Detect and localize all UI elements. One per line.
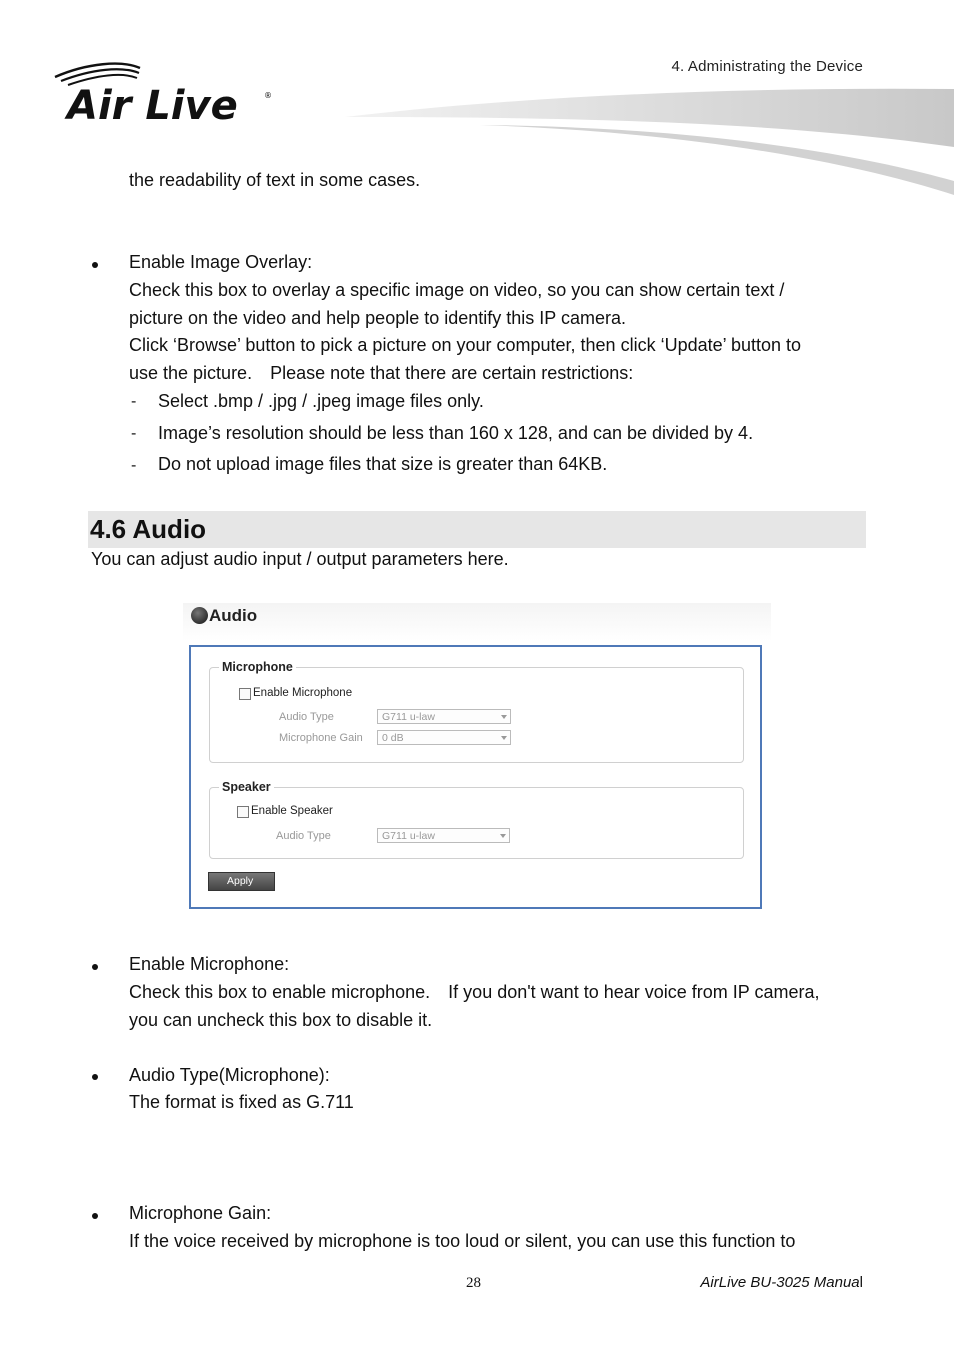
mic-audio-type-label: Audio Type <box>279 711 334 723</box>
mic-gain-select[interactable] <box>377 730 511 745</box>
overlay-line: picture on the video and help people to identify this IP camera. <box>129 308 626 328</box>
overlay-line: Check this box to overlay a specific image on video, so you can show certain text / <box>129 280 785 300</box>
enable-mic-title: Enable Microphone: <box>129 954 290 974</box>
chevron-down-icon <box>501 736 507 740</box>
audio-panel-title: Audio <box>209 606 258 625</box>
speaker-fieldset <box>209 787 744 859</box>
overlay-line: use the picture. Please note that there are certain restrictions: <box>129 363 634 383</box>
bullet-dot <box>92 964 98 970</box>
enable-mic-line: you can uncheck this box to disable it. <box>129 1010 433 1030</box>
enable-mic-line: Check this box to enable microphone. If you don't want to hear voice from IP camera, <box>129 982 820 1002</box>
bullet-dot <box>92 1213 98 1219</box>
logo-text: Air Live <box>67 83 238 125</box>
svg-text:®: ® <box>264 91 272 100</box>
dash-marker: - <box>131 457 137 474</box>
mic-audio-type-select[interactable] <box>377 709 511 724</box>
speaker-audio-type-value: G711 u-law <box>382 830 435 842</box>
mic-gain-line: If the voice received by microphone is too loud or silent, you can use this function to <box>129 1231 796 1251</box>
overlay-line: Click ‘Browse’ button to pick a picture on your computer, then click ‘Update’ button to <box>129 335 802 355</box>
enable-microphone-label: Enable Microphone <box>253 687 353 699</box>
audio-icon <box>191 607 208 624</box>
audio-type-line: The format is fixed as G.711 <box>129 1092 354 1112</box>
bullet-dot <box>92 1074 98 1080</box>
bullet-dot <box>92 262 98 268</box>
chapter-header: 4. Administrating the Device <box>671 58 863 75</box>
audio-panel-header <box>183 603 771 641</box>
mic-gain-title: Microphone Gain: <box>129 1203 272 1223</box>
restriction-item: Select .bmp / .jpg / .jpeg image files only. <box>158 391 484 411</box>
speaker-audio-type-label: Audio Type <box>276 830 331 842</box>
section-title: 4.6 Audio <box>90 514 207 544</box>
chevron-down-icon <box>500 834 506 838</box>
apply-button[interactable]: Apply <box>208 872 275 891</box>
intro-line: the readability of text in some cases. <box>129 170 421 190</box>
speaker-legend: Speaker <box>219 780 274 794</box>
airlive-logo-art <box>52 60 277 125</box>
enable-speaker-checkbox[interactable] <box>237 806 249 818</box>
mic-audio-type-value: G711 u-law <box>382 711 435 723</box>
audio-panel-frame <box>189 645 762 909</box>
mic-gain-value: 0 dB <box>382 732 404 744</box>
footer-manual-main: AirLive BU-3025 Manua <box>700 1274 860 1291</box>
speaker-audio-type-select[interactable] <box>377 828 510 843</box>
audio-type-title: Audio Type(Microphone): <box>129 1065 330 1085</box>
mic-gain-label: Microphone Gain <box>279 732 363 744</box>
airlive-logo <box>52 60 277 130</box>
chevron-down-icon <box>501 715 507 719</box>
footer-manual-title <box>640 1274 863 1291</box>
footer-manual-tail: l <box>859 1274 863 1291</box>
header-swoosh <box>330 85 954 200</box>
enable-microphone-checkbox[interactable] <box>239 688 251 700</box>
restriction-item: Image’s resolution should be less than 160 x 128, and can be divided by 4. <box>158 423 754 443</box>
restriction-item: Do not upload image files that size is greater than 64KB. <box>158 454 608 474</box>
section-intro: You can adjust audio input / output parameters here. <box>91 549 509 569</box>
enable-speaker-label: Enable Speaker <box>251 805 333 817</box>
dash-marker: - <box>131 425 137 442</box>
page-number: 28 <box>466 1275 481 1291</box>
dash-marker: - <box>131 393 137 410</box>
microphone-legend: Microphone <box>219 660 296 674</box>
overlay-title: Enable Image Overlay: <box>129 252 313 272</box>
